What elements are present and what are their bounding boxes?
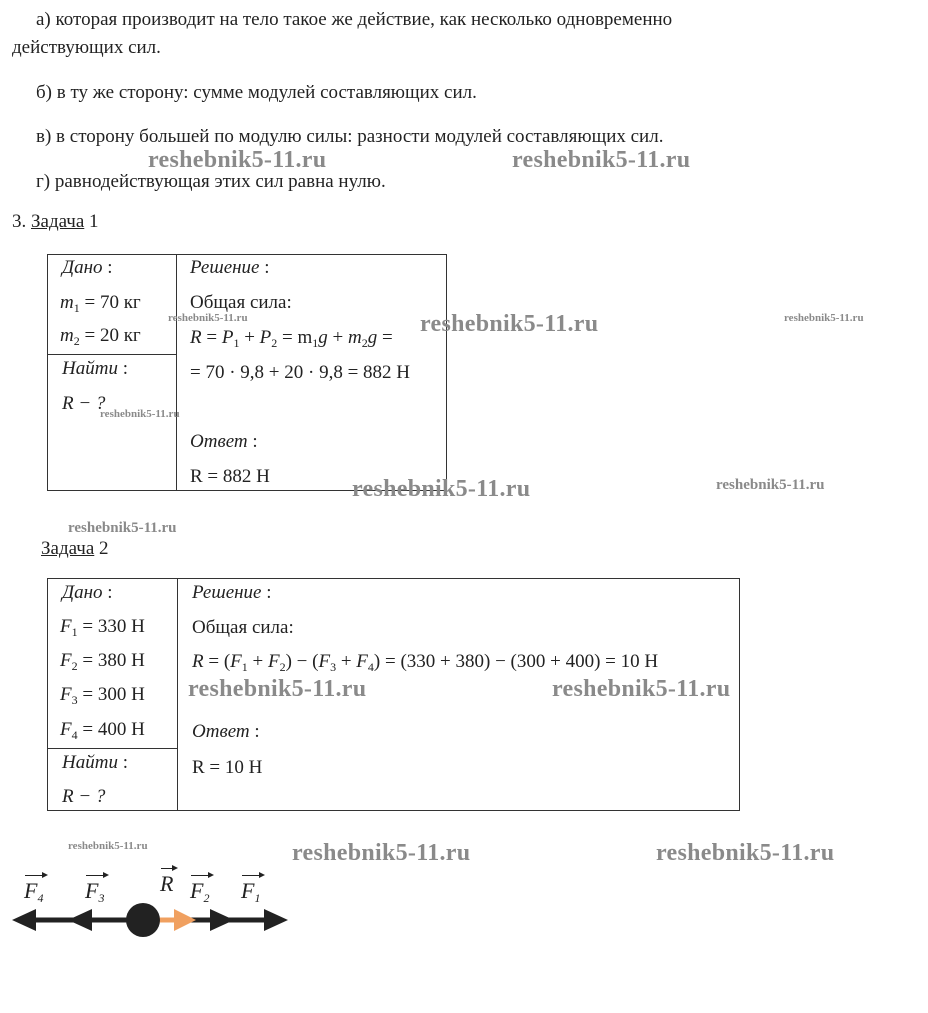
task1-m1: $m_1 = 70$ кг xyxy=(60,292,141,315)
task1-solution-label: Решение : xyxy=(190,257,270,278)
arrowhead-f2 xyxy=(210,909,234,931)
task2-find-value: R − ? xyxy=(62,786,106,807)
task1-answer-label: Ответ : xyxy=(190,431,258,452)
watermark: reshebnik5-11.ru xyxy=(68,520,177,536)
task2-title: Задача xyxy=(41,538,95,559)
watermark: reshebnik5-11.ru xyxy=(148,147,327,173)
watermark: reshebnik5-11.ru xyxy=(168,312,248,324)
task2-given-divider xyxy=(47,748,177,749)
answer-a-line2: действующих сил. xyxy=(12,37,161,58)
task1-given-divider xyxy=(47,354,176,355)
label-f1: $F_1$ xyxy=(241,878,261,905)
answer-a-line1: а) которая производит на тело такое же действие, как несколько одновременно xyxy=(36,9,673,30)
watermark: reshebnik5-11.ru xyxy=(420,311,599,337)
body-circle xyxy=(126,903,160,937)
watermark: reshebnik5-11.ru xyxy=(552,676,731,702)
watermark: reshebnik5-11.ru xyxy=(784,312,864,324)
task2-divider xyxy=(177,578,178,811)
watermark: reshebnik5-11.ru xyxy=(656,840,835,866)
task2-number: 2 xyxy=(99,538,109,559)
task1-total-force: Общая сила: xyxy=(190,292,292,313)
resultant-arrowhead xyxy=(174,909,196,931)
task2-f2: $F_2 = 380$ Н xyxy=(60,650,145,673)
label-r: R xyxy=(160,871,174,896)
section-3-heading xyxy=(12,211,99,233)
task2-find-label: Найти : xyxy=(62,752,128,773)
answer-g: г) равнодействующая этих сил равна нулю. xyxy=(36,171,386,192)
task2-f3: $F_3 = 300$ Н xyxy=(60,684,145,707)
task1-m2: $m_2 = 20$ кг xyxy=(60,325,141,348)
answer-b: б) в ту же сторону: сумме модулей составляющих сил. xyxy=(36,82,477,103)
label-f4: $F_4$ xyxy=(24,878,44,905)
label-f2: $F_2$ xyxy=(190,878,210,905)
task2-given-label: Дано : xyxy=(62,582,113,603)
task2-solution-label: Решение : xyxy=(192,582,272,603)
label-f3: $F_3$ xyxy=(85,878,105,905)
task2-formula: $R = (F_1 + F_2) - (F_3 + F_4) = (330 + 380) - (300 + 400) = 10$ Н xyxy=(192,651,659,674)
task2-answer-value: R = 10 Н xyxy=(192,757,263,778)
task2-total-force: Общая сила: xyxy=(192,617,294,638)
task1-formula-line2: = 70 · 9,8 + 20 · 9,8 = 882 Н xyxy=(190,362,411,383)
watermark: reshebnik5-11.ru xyxy=(716,477,825,493)
task1-find-value: R − ? xyxy=(62,393,106,414)
task1-given-label: Дано : xyxy=(62,257,113,278)
task2-f4: $F_4 = 400$ Н xyxy=(60,719,145,742)
watermark: reshebnik5-11.ru xyxy=(188,676,367,702)
watermark: reshebnik5-11.ru xyxy=(352,476,531,502)
watermark: reshebnik5-11.ru xyxy=(512,147,691,173)
arrowhead-f4 xyxy=(12,909,36,931)
watermark: reshebnik5-11.ru xyxy=(292,840,471,866)
task2-heading xyxy=(41,538,109,560)
arrowhead-f3 xyxy=(68,909,92,931)
section-number: 3. xyxy=(12,211,27,232)
task2-f1: $F_1 = 330$ Н xyxy=(60,616,145,639)
task1-number: 1 xyxy=(89,211,99,232)
task1-title: Задача xyxy=(31,211,85,232)
task1-formula-line1: $R = P_1 + P_2 = m_1g + m_2g$ = xyxy=(190,327,393,350)
task1-divider xyxy=(176,254,177,491)
watermark: reshebnik5-11.ru xyxy=(68,840,148,852)
task1-find-label: Найти : xyxy=(62,358,128,379)
watermark: reshebnik5-11.ru xyxy=(100,408,180,420)
arrowhead-f1 xyxy=(264,909,288,931)
answer-v: в) в сторону большей по модулю силы: разности модулей составляющих сил. xyxy=(36,126,664,147)
task1-answer-value: R = 882 Н xyxy=(190,466,270,487)
task2-answer-label: Ответ : xyxy=(192,721,260,742)
